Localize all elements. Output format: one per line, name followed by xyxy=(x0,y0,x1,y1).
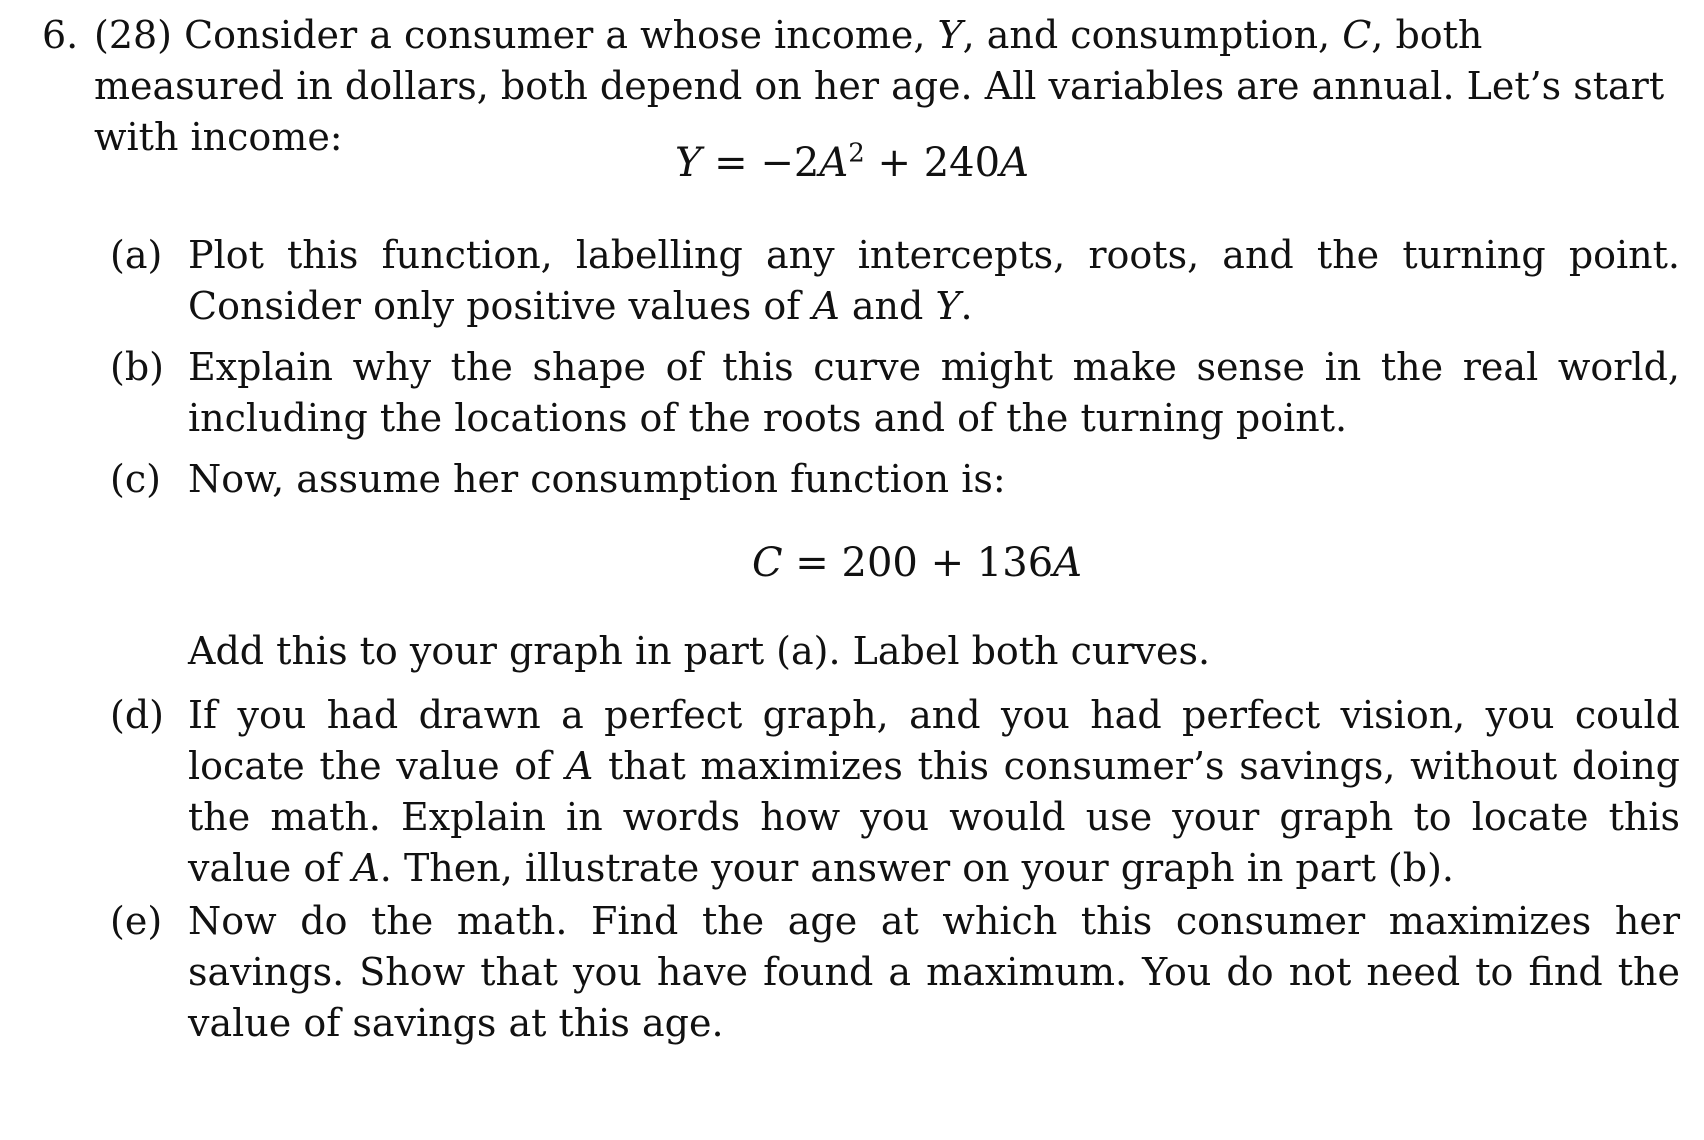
part-e-text: Now do the math. Find the age at which this consumer maximizes her savings. Show that you have found a maximum. You do not need to find the value of savings at this age. xyxy=(188,899,1680,1045)
eq-income-lhs: Y xyxy=(675,140,702,186)
income-equation xyxy=(0,138,1704,189)
part-d-var-a2: A xyxy=(352,846,380,890)
eq-cons-lhs: C xyxy=(751,540,783,586)
part-a-text xyxy=(188,230,1680,332)
eq-income-plus: + 240 xyxy=(864,140,1001,186)
part-d-t3: . Then, illustrate your answer on your graph in part (b). xyxy=(379,846,1454,890)
var-y: Y xyxy=(937,13,963,57)
part-d-label: (d) xyxy=(110,693,164,737)
part-a-t1: Plot this function, labelling any intercepts, roots, and the turning point. Consider only positive values of xyxy=(188,233,1680,328)
eq-income-exp: 2 xyxy=(848,138,865,169)
part-a xyxy=(110,230,1680,332)
part-c xyxy=(110,454,1680,505)
problem-points: (28) xyxy=(94,13,173,57)
problem-number: 6. xyxy=(42,13,79,57)
part-b-text: Explain why the shape of this curve might make sense in the real world, including the locations of the roots and of the turning point. xyxy=(188,345,1680,440)
part-c-label: (c) xyxy=(110,457,161,501)
part-e xyxy=(110,896,1680,1049)
part-d-text xyxy=(188,690,1680,894)
var-c: C xyxy=(1342,13,1372,57)
eq-income-coef: = −2 xyxy=(701,140,820,186)
part-e-label: (e) xyxy=(110,899,163,943)
part-d-t1: If you had drawn a perfect graph, and you had perfect vision, you could locate the value of xyxy=(188,693,1680,788)
part-a-t3: . xyxy=(960,284,973,328)
part-c-after: Add this to your graph in part (a). Label both curves. xyxy=(188,629,1211,673)
part-b xyxy=(110,342,1680,444)
part-a-label: (a) xyxy=(110,233,163,277)
part-b-label: (b) xyxy=(110,345,164,389)
part-a-var-y: Y xyxy=(935,284,961,328)
intro-text-2: , and consumption, xyxy=(962,13,1343,57)
eq-income-a2: A xyxy=(1000,140,1029,186)
part-a-t2: and xyxy=(839,284,936,328)
consumption-equation xyxy=(0,538,1704,589)
part-c-text: Now, assume her consumption function is: xyxy=(188,457,1006,501)
eq-income-a1: A xyxy=(819,140,849,186)
part-a-var-a: A xyxy=(812,284,840,328)
eq-cons-rhs: = 200 + 136 xyxy=(782,540,1054,586)
part-d xyxy=(110,690,1680,894)
part-d-var-a1: A xyxy=(565,744,594,788)
eq-cons-a: A xyxy=(1053,540,1083,586)
intro-text-3: , both measured in dollars, both depend on her age. All variables are annual. Let’s start with income: xyxy=(94,13,1665,159)
intro-text-1: Consider a consumer a whose income, xyxy=(184,13,938,57)
part-d-t2: that maximizes this consumer’s savings, without doing the math. Explain in words how you would use your graph to locate this value of xyxy=(188,744,1680,890)
